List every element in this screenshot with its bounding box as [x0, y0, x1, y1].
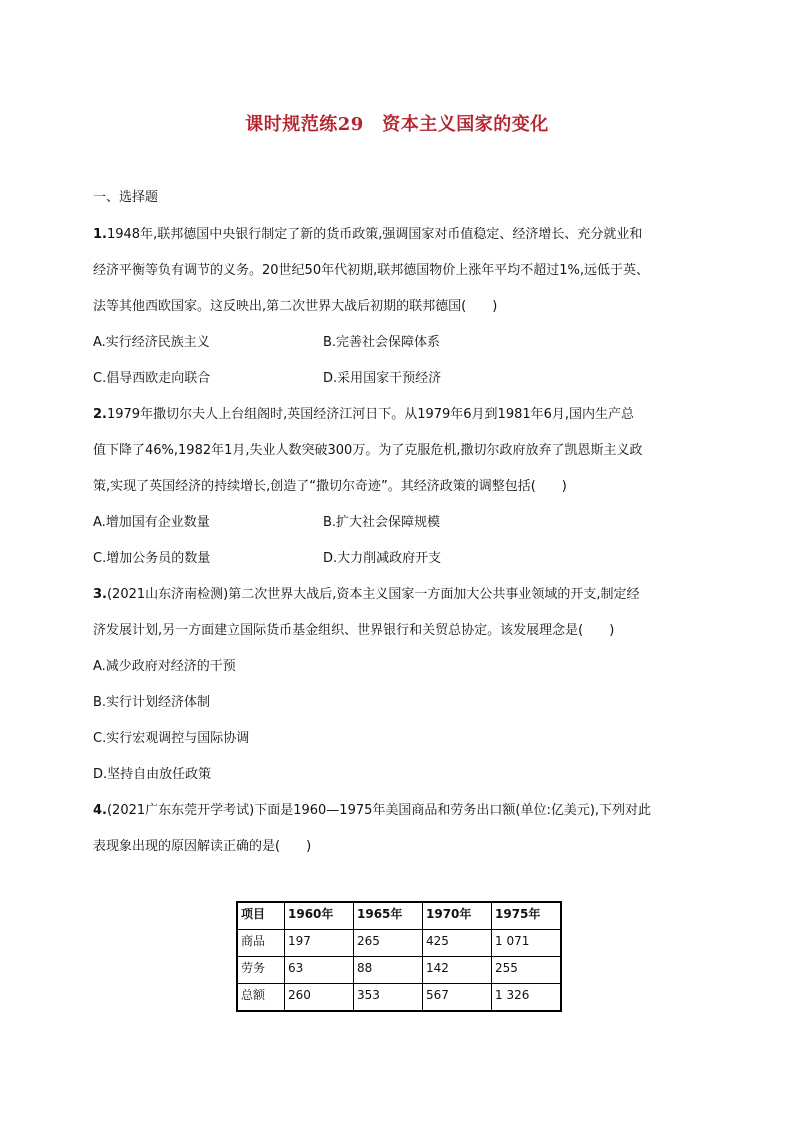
table-cell: 1 071	[492, 930, 562, 957]
table-row	[237, 957, 561, 984]
question-4-line-1	[93, 801, 651, 821]
table-header-row	[237, 902, 561, 930]
table-cell: 总额	[237, 984, 285, 1012]
question-3-line-1	[93, 585, 639, 605]
table-cell: 353	[354, 984, 423, 1012]
table-cell: 142	[423, 957, 492, 984]
table-cell: 63	[285, 957, 354, 984]
question-1-text: 1948年,联邦德国中央银行制定了新的货币政策,强调国家对币值稳定、经济增长、充分就业和	[106, 227, 643, 242]
table-row	[237, 930, 561, 957]
question-2-option-b: B.扩大社会保障规模	[323, 515, 441, 530]
question-4-text: (2021广东东莞开学考试)下面是1960—1975年美国商品和劳务出口额(单位:亿美元),下列对此	[106, 803, 652, 818]
table-cell: 567	[423, 984, 492, 1012]
question-3-line-2: 济发展计划,另一方面建立国际货币基金组织、世界银行和关贸总协定。该发展理念是( )	[93, 623, 615, 638]
table-row	[237, 984, 561, 1012]
table-header-cell: 1965年	[354, 902, 423, 930]
export-table	[236, 901, 562, 1012]
question-2-option-d: D.大力削减政府开支	[323, 551, 442, 566]
question-4-number: 4.	[93, 803, 107, 818]
question-2-text: 1979年撒切尔夫人上台组阁时,英国经济江河日下。从1979年6月到1981年6月,国内生产总	[106, 407, 635, 422]
question-3-number: 3.	[93, 587, 107, 602]
question-3-option-a: A.减少政府对经济的干预	[93, 659, 236, 674]
table-cell: 265	[354, 930, 423, 957]
table-cell: 260	[285, 984, 354, 1012]
question-2-number: 2.	[93, 407, 107, 422]
question-2-line-2: 值下降了46%,1982年1月,失业人数突破300万。为了克服危机,撒切尔政府放弃了凯恩斯主义政	[93, 443, 643, 458]
question-2-line-3: 策,实现了英国经济的持续增长,创造了“撒切尔奇迹”。其经济政策的调整包括( )	[93, 479, 567, 494]
question-1-option-c: C.倡导西欧走向联合	[93, 371, 211, 386]
table-header-cell: 1960年	[285, 902, 354, 930]
question-1-option-d: D.采用国家干预经济	[323, 371, 442, 386]
table-cell: 255	[492, 957, 562, 984]
question-3-text: (2021山东济南检测)第二次世界大战后,资本主义国家一方面加大公共事业领域的开支,制定经	[106, 587, 640, 602]
question-2-option-c: C.增加公务员的数量	[93, 551, 211, 566]
table-cell: 88	[354, 957, 423, 984]
table-cell: 197	[285, 930, 354, 957]
question-1-line-1	[93, 225, 642, 245]
table-cell: 商品	[237, 930, 285, 957]
table-header-cell: 1975年	[492, 902, 562, 930]
page-title: 课时规范练29 资本主义国家的变化	[245, 114, 549, 135]
question-2-line-1	[93, 405, 634, 425]
table-cell: 1 326	[492, 984, 562, 1012]
table-header-cell: 项目	[237, 902, 285, 930]
question-1-option-a: A.实行经济民族主义	[93, 335, 210, 350]
question-1-option-b: B.完善社会保障体系	[323, 335, 441, 350]
table-cell: 425	[423, 930, 492, 957]
section-heading: 一、选择题	[93, 190, 159, 205]
question-4-line-2: 表现象出现的原因解读正确的是( )	[93, 839, 312, 854]
question-1-line-2: 经济平衡等负有调节的义务。20世纪50年代初期,联邦德国物价上涨年平均不超过1%,远低于英、	[93, 263, 649, 278]
table-cell: 劳务	[237, 957, 285, 984]
question-3-option-d: D.坚持自由放任政策	[93, 767, 212, 782]
table-header-cell: 1970年	[423, 902, 492, 930]
question-2-option-a: A.增加国有企业数量	[93, 515, 210, 530]
question-3-option-c: C.实行宏观调控与国际协调	[93, 731, 250, 746]
question-3-option-b: B.实行计划经济体制	[93, 695, 211, 710]
question-1-line-3: 法等其他西欧国家。这反映出,第二次世界大战后初期的联邦德国( )	[93, 299, 498, 314]
question-1-number: 1.	[93, 227, 107, 242]
